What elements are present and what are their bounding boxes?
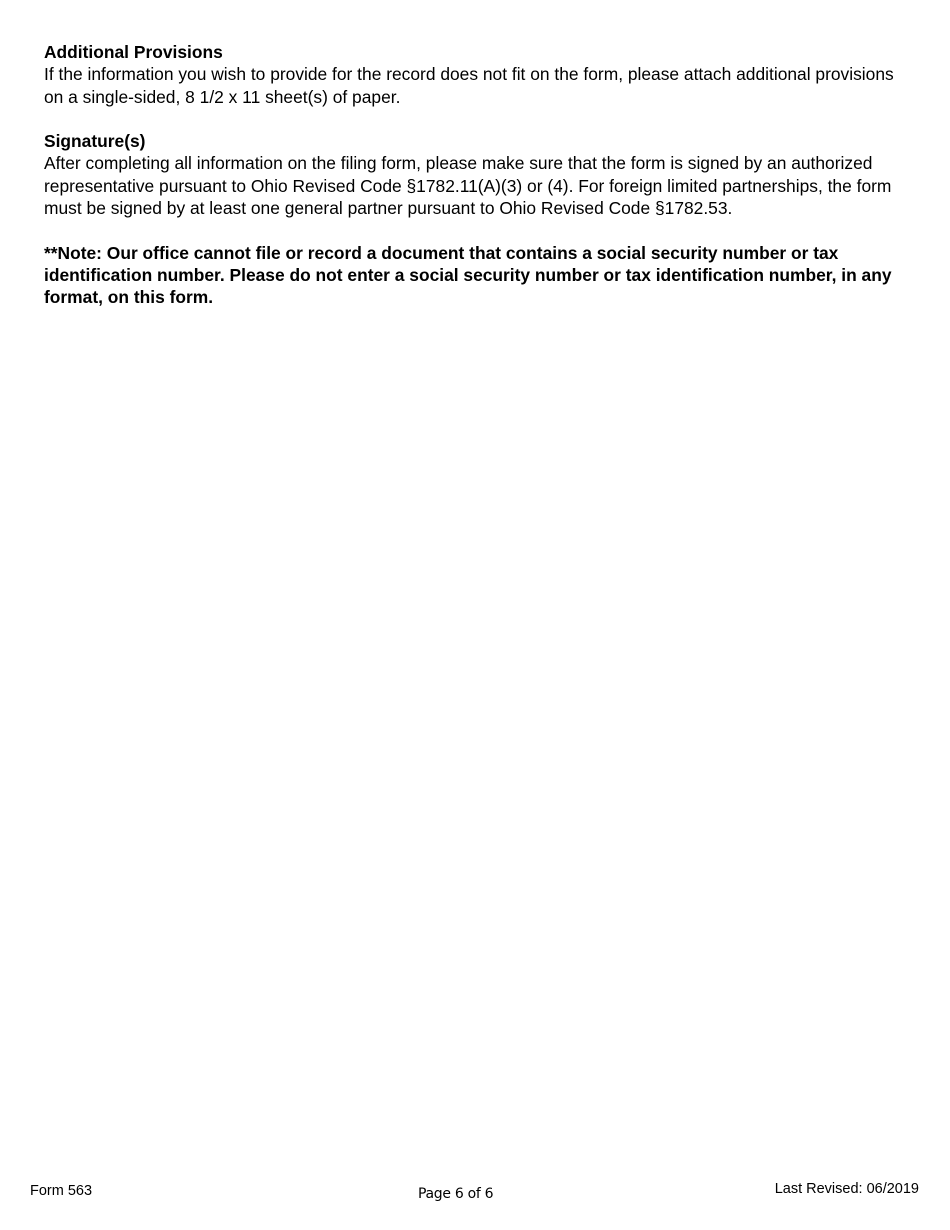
section-heading: Additional Provisions xyxy=(44,42,223,62)
section-heading: Signature(s) xyxy=(44,131,146,152)
page-content xyxy=(44,41,914,331)
section-additional-provisions xyxy=(44,41,914,108)
section-signatures xyxy=(44,130,914,219)
footer-page-indicator: Page 6 of 6 xyxy=(418,1186,494,1202)
note-text: **Note: Our office cannot file or record a document that contains a social security number or tax identification number. Please do not enter a social security number or tax identification number, in any format, on this form. xyxy=(44,242,892,308)
section-note xyxy=(44,242,914,309)
footer-form-number: Form 563 xyxy=(30,1183,93,1199)
footer-last-revised: Last Revised: 06/2019 xyxy=(774,1181,919,1197)
section-body: After completing all information on the filing form, please make sure that the form is signed by an authorized representative pursuant to Ohio Revised Code §1782.11(A)(3) or (4). For foreign limited partnerships, the form must be signed by at least one general partner pursuant to Ohio Revised Code §1782.53. xyxy=(44,153,892,219)
section-body: If the information you wish to provide for the record does not fit on the form, please attach additional provisions on a single-sided, 8 1/2 x 11 sheet(s) of paper. xyxy=(44,64,894,107)
